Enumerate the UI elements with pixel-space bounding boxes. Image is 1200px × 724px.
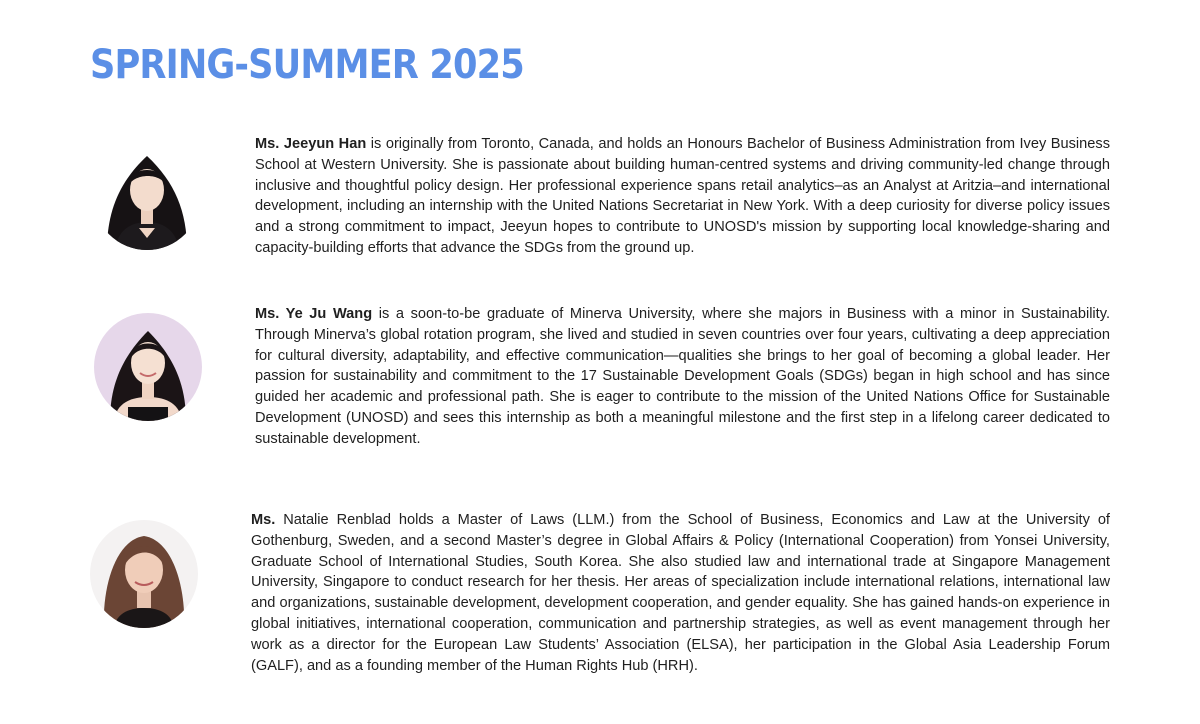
avatar-natalie-renblad (90, 520, 198, 628)
bio-ye-ju-wang (255, 304, 1110, 450)
portrait-photo (93, 142, 201, 250)
person-name: Ms. Jeeyun Han (255, 136, 367, 152)
person-name: Ms. (251, 512, 276, 528)
portrait-photo (94, 313, 202, 421)
bio-text: Natalie Renblad holds a Master of Laws (LLM.) from the School of Business, Economics and Law at the University of Gothenburg, Sweden, and a second Master’s degree in Global Affairs & Policy (International Cooperation) from Yonsei University, Graduate School of International Studies, South Korea. She also studied law and international trade at Singapore Management University, Singapore to conduct research for her thesis. Her areas of specialization include international relations, international law and organizations, sustainable development, development cooperation, and gender equality. She has gained hands-on experience in global initiatives, international cooperation, communication and partnership strategies, as well as event management through her work as a director for the European Law Students’ Association (ELSA), her participation in the Global Asia Leadership Forum (GALF), and as a founding member of the Human Rights Hub (HRH). (251, 512, 1110, 674)
bio-text: is a soon-to-be graduate of Minerva University, where she majors in Business with a minor in Sustainability. Through Minerva’s global rotation program, she lived and studied in seven countries over four years, cultivating a deep appreciation for cultural diversity, adaptability, and effective communication—qualities she brings to her goal of becoming a global leader. Her passion for sustainability and commitment to the 17 Sustainable Development Goals (SDGs) began in high school and has since guided her academic and professional path. She is eager to contribute to the mission of the United Nations Office for Sustainable Development (UNOSD) and sees this internship as both a meaningful milestone and the first step in a lifelong career dedicated to sustainable development. (255, 306, 1111, 447)
bio-text: is originally from Toronto, Canada, and holds an Honours Bachelor of Business Administration from Ivey Business School at Western University. She is passionate about building human-centred systems and driving community-led change through inclusive and thoughtful policy design. Her professional experience spans retail analytics–as an Analyst at Aritzia–and international development, including an internship with the United Nations Secretariat in New York. With a deep curiosity for diverse policy issues and a strong commitment to impact, Jeeyun hopes to contribute to UNOSD's mission by supporting local knowledge-sharing and capacity-building efforts that advance the SDGs from the ground up. (255, 136, 1110, 256)
avatar-ye-ju-wang (94, 313, 202, 421)
person-name: Ms. Ye Ju Wang (255, 306, 373, 322)
bio-jeeyun-han (255, 134, 1110, 259)
page-title: SPRING-SUMMER 2025 (90, 42, 524, 88)
portrait-photo (90, 520, 198, 628)
bio-natalie-renblad (251, 510, 1110, 676)
avatar-jeeyun-han (93, 142, 201, 250)
